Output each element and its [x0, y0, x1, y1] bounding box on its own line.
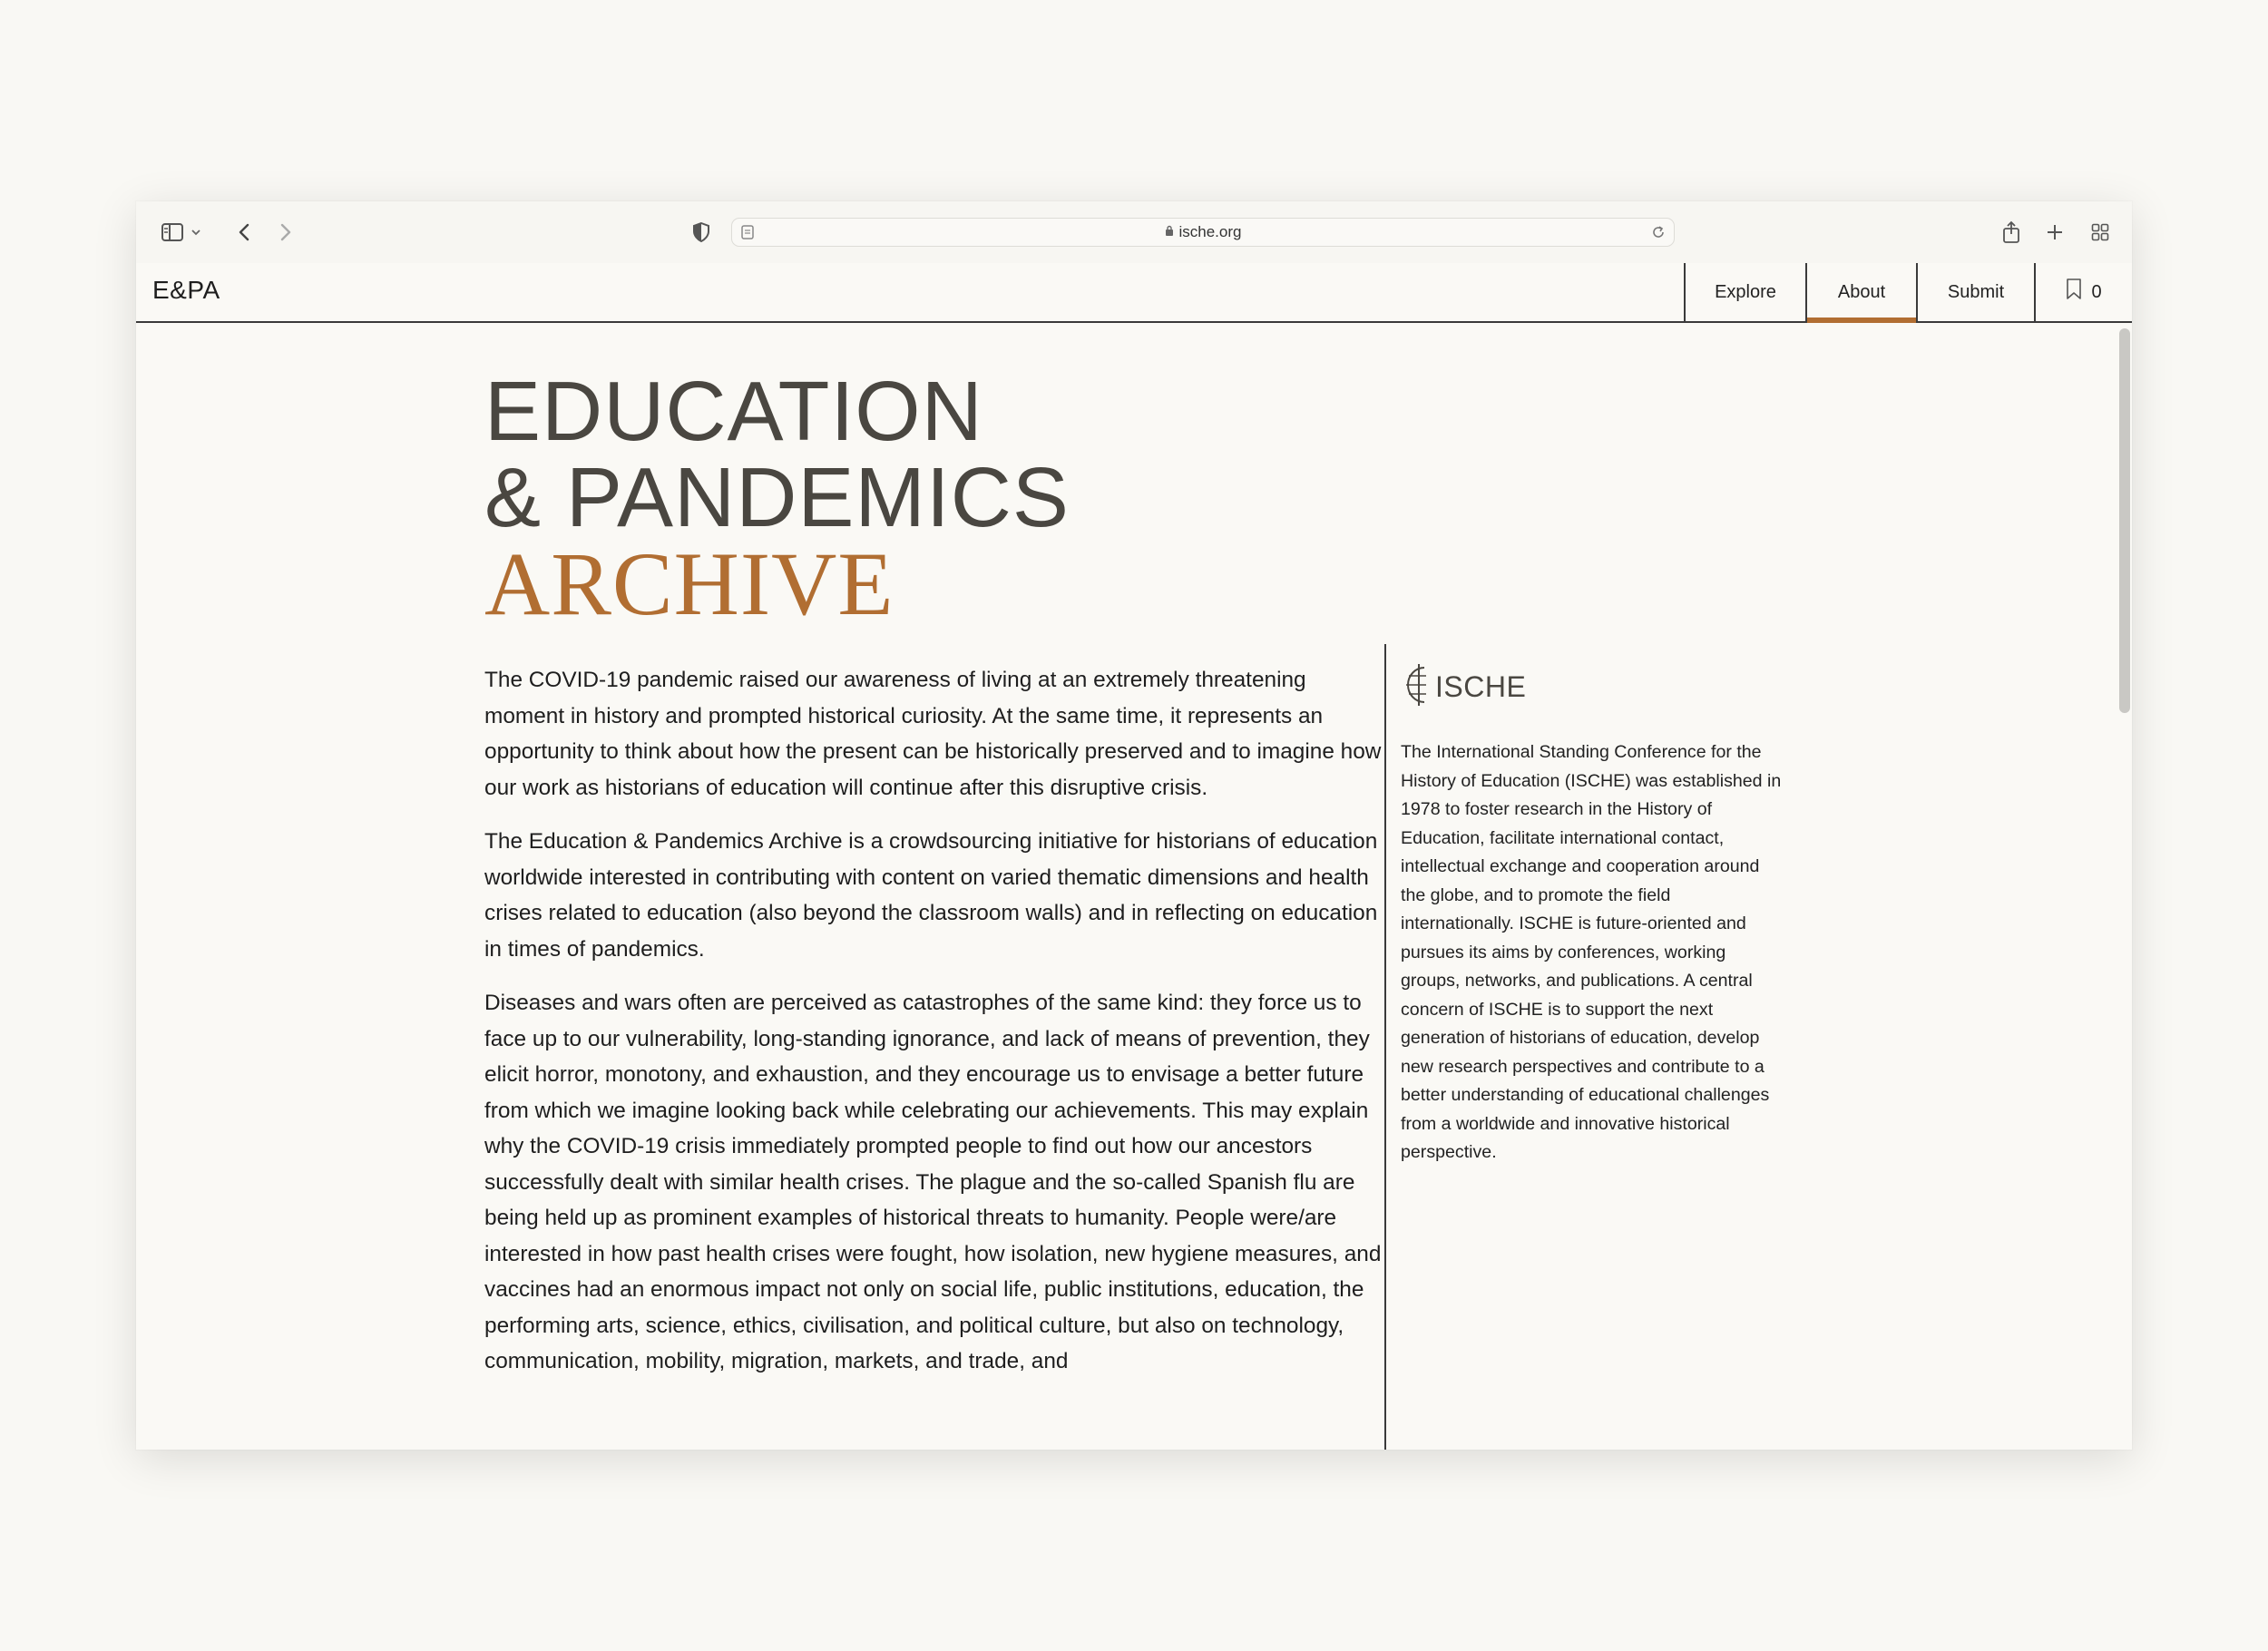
nav-tab-submit[interactable]: Submit [1916, 263, 2034, 321]
chevron-left-icon[interactable] [230, 220, 258, 245]
address-bar[interactable] [731, 218, 1675, 247]
sidebar-icon[interactable] [160, 220, 185, 245]
lock-icon [1165, 223, 1174, 241]
paragraph: The Education & Pandemics Archive is a crowdsourcing initiative for historians of education worldwide interested in contributing with content on varied thematic dimensions and health crises related to education (also beyond the classroom walls) and in reflecting on education in times of pandemics. [484, 829, 1378, 962]
chevron-right-icon[interactable] [272, 220, 299, 245]
title-line-3: ARCHIVE [484, 533, 894, 634]
nav-tab-bookmarks[interactable] [2034, 263, 2132, 321]
nav-tab-about[interactable]: About [1805, 263, 1916, 321]
ische-sidebar [1401, 662, 1782, 1167]
browser-toolbar [136, 201, 2132, 263]
nav-tab-explore[interactable]: Explore [1684, 263, 1805, 321]
column-divider [1384, 644, 1386, 1450]
intro-text [484, 662, 1383, 1398]
globe-icon [1401, 660, 1433, 714]
site-logo[interactable]: E&PA [152, 276, 220, 304]
plus-icon[interactable] [2041, 220, 2068, 245]
paragraph: Diseases and wars often are perceived as catastrophes of the same kind: they force us to face up to our vulnerability, long-standing ignorance, and lack of means of prevention, they elicit horror, monotony, and exhaustion, and they encourage us to envisage a better future from which we imagine looking back while celebrating our achievements. This may explain why the COVID-19 crisis immediately prompted people to find out how our ancestors successfully dealt with similar health crises. The plague and the so-called Spanish flu are being held up as prominent examples of historical threats to humanity. People were/are interested in how past health crises were fought, how isolation, new hygiene measures, and vaccines had an enormous impact not only on social life, public institutions, education, the performing arts, science, ethics, civilisation, and political culture, but also on technology, communication, mobility, migration, markets, and trade, and [484, 991, 1382, 1373]
chevron-down-icon[interactable] [189, 220, 203, 245]
paragraph: The COVID-19 pandemic raised our awareness of living at an extremely threatening moment in history and prompted historical curiosity. At the same time, it represents an opportunity to think about how the present can be historically preserved and to imagine how our work as historians of education will continue after this disruptive crisis. [484, 668, 1382, 800]
title-line-1: EDUCATION [484, 364, 983, 458]
ische-description: The International Standing Conference for the History of Education (ISCHE) was established in 1978 to foster research in the History of Education, facilitate international contact, intellectual exchange and cooperation around the globe, and to promote the field internationally. ISCHE is future-oriented and pursues its aims by conferences, working groups, networks, and publications. A central concern of ISCHE is to support the next generation of historians of education, develop new research perspectives and contribute to a better understanding of educational challenges from a worldwide and innovative historical perspective. [1401, 742, 1782, 1162]
ische-logo[interactable] [1401, 662, 1782, 711]
main-nav [1684, 263, 2132, 321]
page-title [484, 364, 1070, 634]
share-icon[interactable] [1998, 220, 2025, 245]
url-text: ische.org [1178, 223, 1242, 240]
title-line-2: & PANDEMICS [484, 450, 1070, 544]
grid-icon[interactable] [2087, 220, 2114, 245]
scrollbar[interactable] [2119, 328, 2130, 713]
page-content [136, 323, 2132, 1450]
site-header [136, 263, 2132, 323]
reload-icon[interactable] [1650, 224, 1667, 245]
ische-wordmark: ISCHE [1435, 669, 1527, 703]
browser-window [136, 201, 2132, 1450]
bookmark-icon [2066, 278, 2082, 306]
shield-icon[interactable] [688, 220, 715, 245]
bookmark-count: 0 [2091, 281, 2102, 302]
